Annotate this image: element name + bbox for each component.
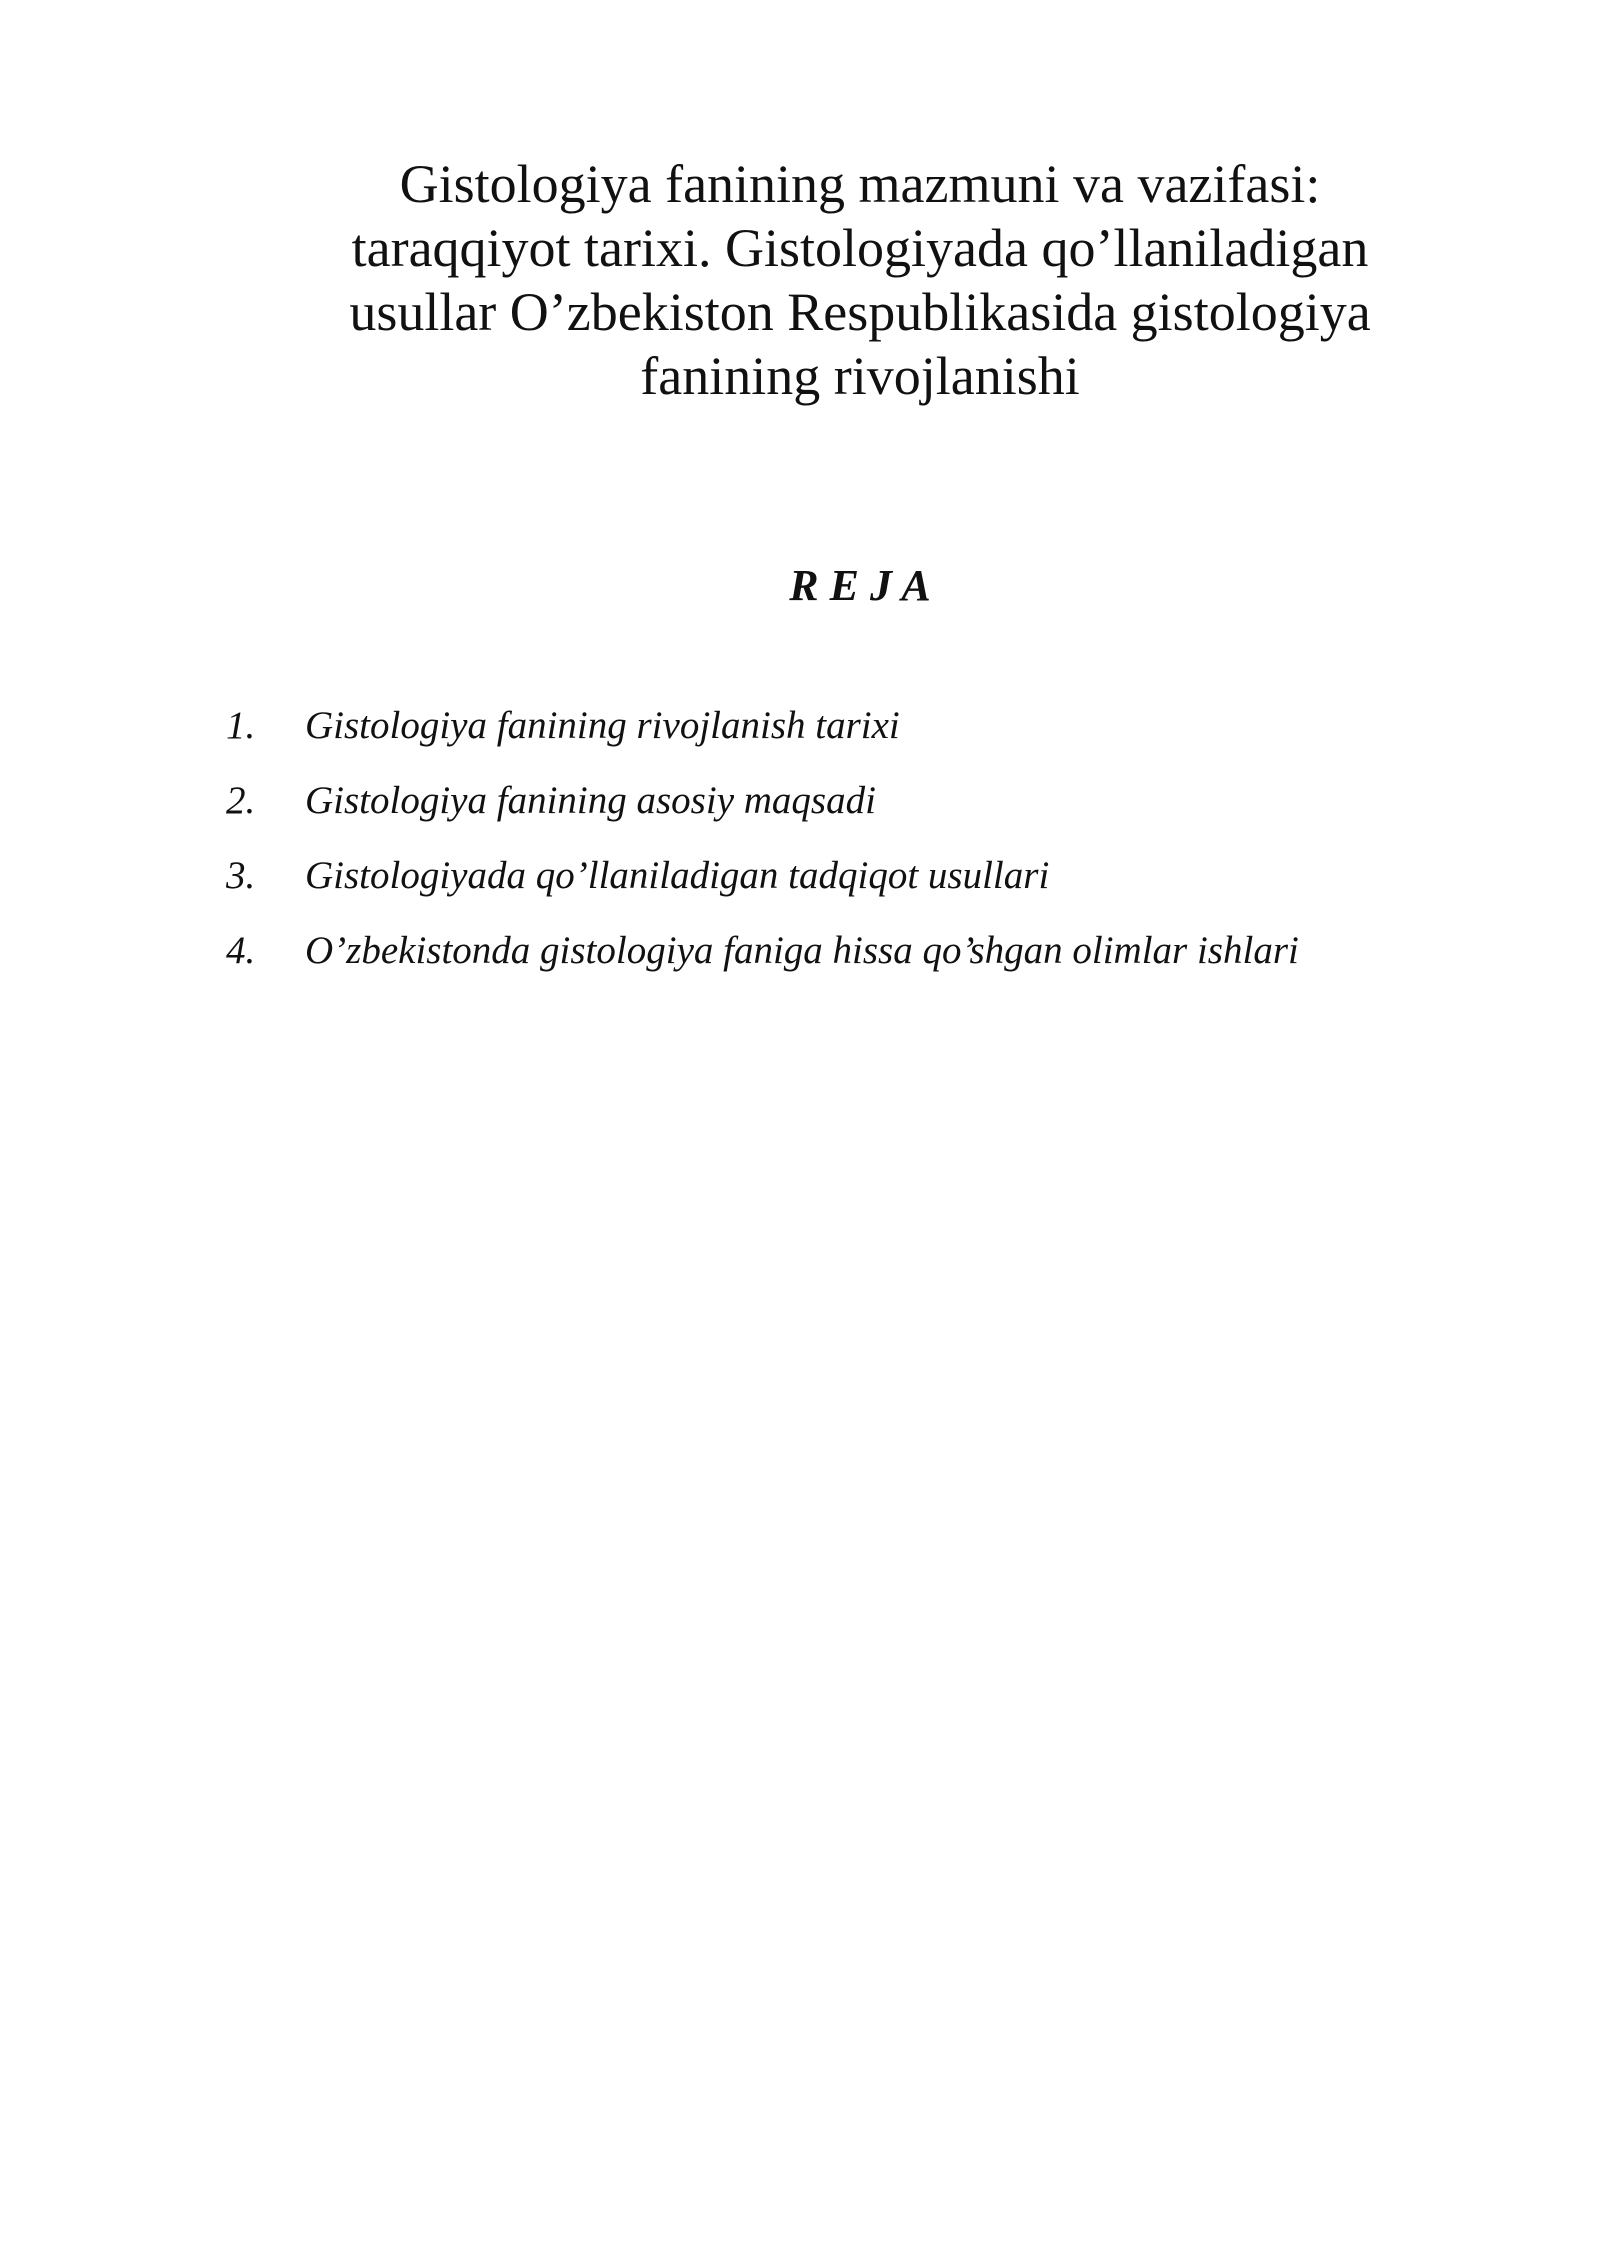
title-line: taraqqiyot tarixi. Gistologiyada qo’llaniladigan — [351, 218, 1369, 278]
plan-item-text: Gistologiyada qo’llaniladigan tadqiqot usullari — [305, 854, 1050, 897]
plan-item-text: O’zbekistonda gistologiya faniga hissa qo’shgan olimlar ishlari — [305, 929, 1299, 972]
plan-item-number: 3. — [226, 854, 256, 897]
plan-item-text: Gistologiya fanining asosiy maqsadi — [305, 779, 876, 822]
plan-item-number: 4. — [226, 929, 256, 972]
plan-item-text: Gistologiya fanining rivojlanish tarixi — [305, 704, 900, 747]
plan-item-number: 1. — [226, 704, 256, 747]
title-line: usullar O’zbekiston Respublikasida gistologiya — [349, 282, 1371, 342]
title-line: fanining rivojlanishi — [640, 346, 1080, 406]
document-title — [270, 152, 1450, 408]
plan-heading: R E J A — [789, 561, 931, 610]
title-line: Gistologiya fanining mazmuni va vazifasi: — [399, 154, 1321, 214]
plan-item-number: 2. — [226, 779, 256, 822]
